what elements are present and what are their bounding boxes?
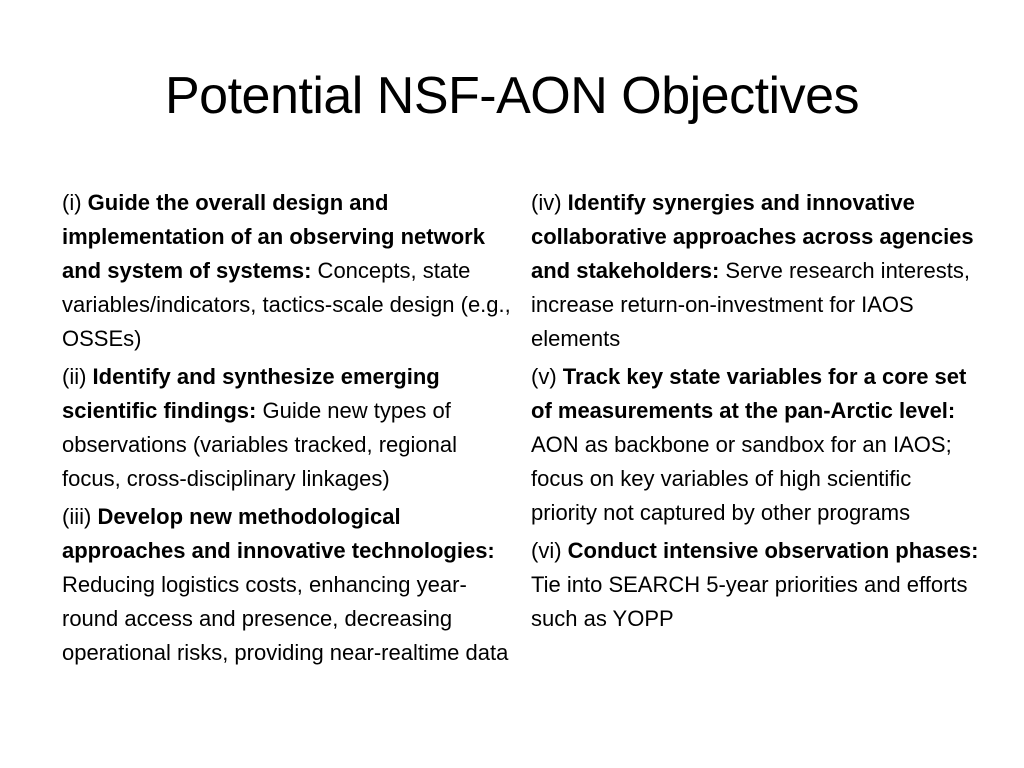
- objective-item-ii: [62, 360, 514, 496]
- objective-marker: (vi): [531, 538, 568, 563]
- objective-heading: Identify synergies and innovative collaborative approaches across agencies and stakeholders:: [531, 190, 974, 283]
- left-column: [62, 186, 514, 674]
- objective-item-i: [62, 186, 514, 356]
- objective-item-iv: [531, 186, 979, 356]
- objective-heading: Develop new methodological approaches and innovative technologies:: [62, 504, 495, 563]
- objective-item-vi: [531, 534, 979, 636]
- objective-body: Concepts, state variables/indicators, tactics-scale design (e.g., OSSEs): [62, 258, 511, 351]
- objective-marker: (iv): [531, 190, 568, 215]
- objective-marker: (iii): [62, 504, 98, 529]
- objective-marker: (i): [62, 190, 88, 215]
- objective-item-iii: [62, 500, 514, 670]
- objective-marker: (v): [531, 364, 563, 389]
- objective-heading: Identify and synthesize emerging scientific findings:: [62, 364, 440, 423]
- objective-heading: Track key state variables for a core set of measurements at the pan-Arctic level:: [531, 364, 967, 423]
- objective-body: Serve research interests, increase return-on-investment for IAOS elements: [531, 258, 970, 351]
- objective-item-v: [531, 360, 979, 530]
- objective-body: Tie into SEARCH 5-year priorities and efforts such as YOPP: [531, 572, 968, 631]
- objective-body: Reducing logistics costs, enhancing year-round access and presence, decreasing operational risks, providing near-realtime data: [62, 572, 509, 665]
- objective-marker: (ii): [62, 364, 93, 389]
- slide-title: Potential NSF-AON Objectives: [164, 67, 860, 125]
- right-column: [531, 186, 979, 640]
- objective-heading: Guide the overall design and implementation of an observing network and system of systems:: [62, 190, 485, 283]
- objective-body: Guide new types of observations (variables tracked, regional focus, cross-disciplinary linkages): [62, 398, 457, 491]
- objective-body: AON as backbone or sandbox for an IAOS; focus on key variables of high scientific priority not captured by other programs: [531, 432, 952, 525]
- objective-heading: Conduct intensive observation phases:: [567, 538, 979, 563]
